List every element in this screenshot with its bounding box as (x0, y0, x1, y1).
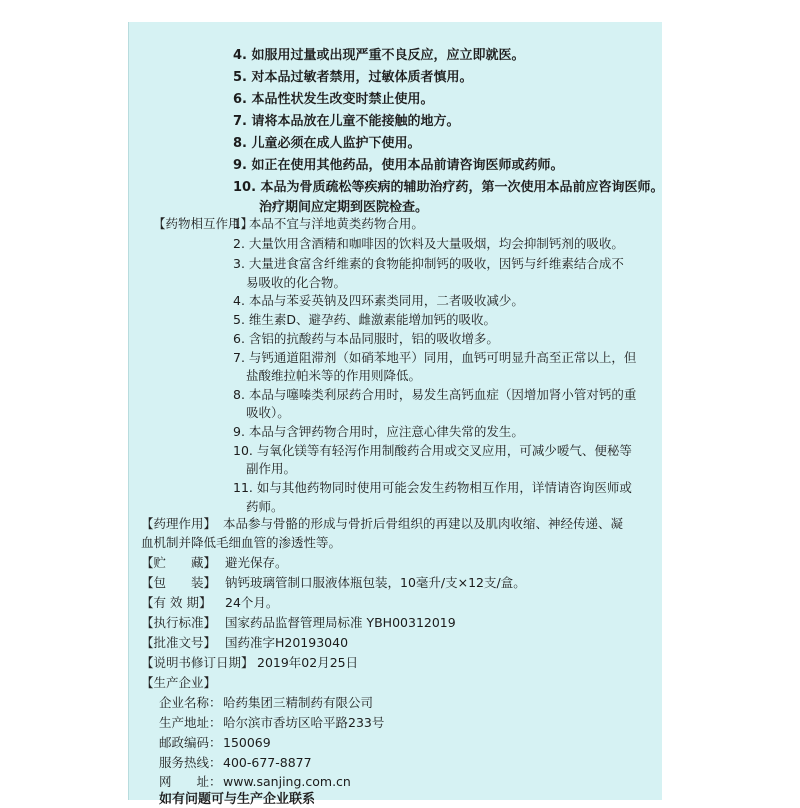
standard-label: 【执行标准】 (141, 615, 217, 630)
package-label: 【包 装】 (141, 575, 217, 590)
caution-line: 9. 如正在使用其他药品，使用本品前请咨询医师或药师。 (233, 158, 564, 173)
caution-line: 治疗期间应定期到医院检查。 (259, 200, 429, 215)
interaction-line: 吸收）。 (246, 405, 290, 420)
manufacturer-postcode: 150069 (223, 735, 271, 750)
interaction-line: 副作用。 (246, 461, 297, 476)
caution-line: 10. 本品为骨质疏松等疾病的辅助治疗药，第一次使用本品前应咨询医师。 (233, 180, 664, 195)
storage-label: 【贮 藏】 (141, 555, 217, 570)
caution-line: 5. 对本品过敏者禁用，过敏体质者慎用。 (233, 70, 473, 85)
manufacturer-website[interactable]: www.sanjing.com.cn (223, 774, 351, 789)
manufacturer-label: 【生产企业】 (141, 675, 217, 690)
interactions-label: 【药物相互作用】 (153, 216, 254, 231)
leaflet-page (128, 22, 664, 807)
manufacturer-name: 哈药集团三精制药有限公司 (223, 695, 374, 710)
caution-line: 4. 如服用过量或出现严重不良反应，应立即就医。 (233, 48, 525, 63)
interaction-line: 盐酸维拉帕米等的作用则降低。 (246, 368, 422, 383)
interaction-line: 药师。 (246, 499, 284, 514)
manufacturer-field-key: 邮政编码： (159, 735, 222, 750)
manufacturer-hotline: 400-677-8877 (223, 755, 312, 770)
approval-label: 【批准文号】 (141, 635, 217, 650)
standard-value: 国家药品监督管理局标准 YBH00312019 (225, 615, 456, 630)
manufacturer-address: 哈尔滨市香坊区哈平路233号 (223, 715, 385, 730)
revision-label: 【说明书修订日期】 (141, 655, 254, 670)
pharmacology-line: 血机制并降低毛细血管的渗透性等。 (141, 535, 342, 550)
approval-value: 国药准字H20193040 (225, 635, 349, 650)
caution-line: 6. 本品性状发生改变时禁止使用。 (233, 92, 434, 107)
interaction-line: 5. 维生素D、避孕药、雌激素能增加钙的吸收。 (233, 312, 497, 327)
validity-value: 24个月。 (225, 595, 279, 610)
interaction-line: 易吸收的化合物。 (246, 275, 347, 290)
interaction-line: 8. 本品与噻嗪类利尿药合用时，易发生高钙血症（因增加肾小管对钙的重 (233, 387, 637, 402)
interaction-line: 1. 本品不宜与洋地黄类药物合用。 (233, 216, 424, 231)
package-value: 钠钙玻璃管制口服液体瓶包装，10毫升/支×12支/盒。 (225, 575, 526, 590)
validity-label: 【有 效 期】 (141, 595, 212, 610)
interaction-line: 9. 本品与含钾药物合用时，应注意心律失常的发生。 (233, 424, 524, 439)
revision-value: 2019年02月25日 (257, 655, 359, 670)
interaction-line: 11. 如与其他药物同时使用可能会发生药物相互作用，详情请咨询医师或 (233, 480, 632, 495)
interaction-line: 6. 含铝的抗酸药与本品同服时，铝的吸收增多。 (233, 331, 499, 346)
footer-note: 如有问题可与生产企业联系 (159, 792, 316, 807)
manufacturer-field-key: 企业名称： (159, 695, 222, 710)
manufacturer-field-key: 生产地址： (159, 715, 222, 730)
manufacturer-field-key: 网 址： (159, 774, 222, 789)
interaction-line: 4. 本品与苯妥英钠及四环素类同用，二者吸收减少。 (233, 293, 524, 308)
storage-value: 避光保存。 (225, 555, 288, 570)
interaction-line: 10. 与氧化镁等有轻泻作用制酸药合用或交叉应用，可减少嗳气、便秘等 (233, 443, 632, 458)
caution-line: 8. 儿童必须在成人监护下使用。 (233, 136, 421, 151)
pharmacology-label: 【药理作用】 (141, 516, 217, 531)
manufacturer-field-key: 服务热线： (159, 755, 222, 770)
interaction-line: 7. 与钙通道阻滞剂（如硝苯地平）同用，血钙可明显升高至正常以上，但 (233, 350, 637, 365)
caution-line: 7. 请将本品放在儿童不能接触的地方。 (233, 114, 460, 129)
interaction-line: 2. 大量饮用含酒精和咖啡因的饮料及大量吸烟，均会抑制钙剂的吸收。 (233, 236, 624, 251)
pharmacology-line: 本品参与骨骼的形成与骨折后骨组织的再建以及肌肉收缩、神经传递、凝 (223, 516, 624, 531)
interaction-line: 3. 大量进食富含纤维素的食物能抑制钙的吸收，因钙与纤维素结合成不 (233, 256, 624, 271)
